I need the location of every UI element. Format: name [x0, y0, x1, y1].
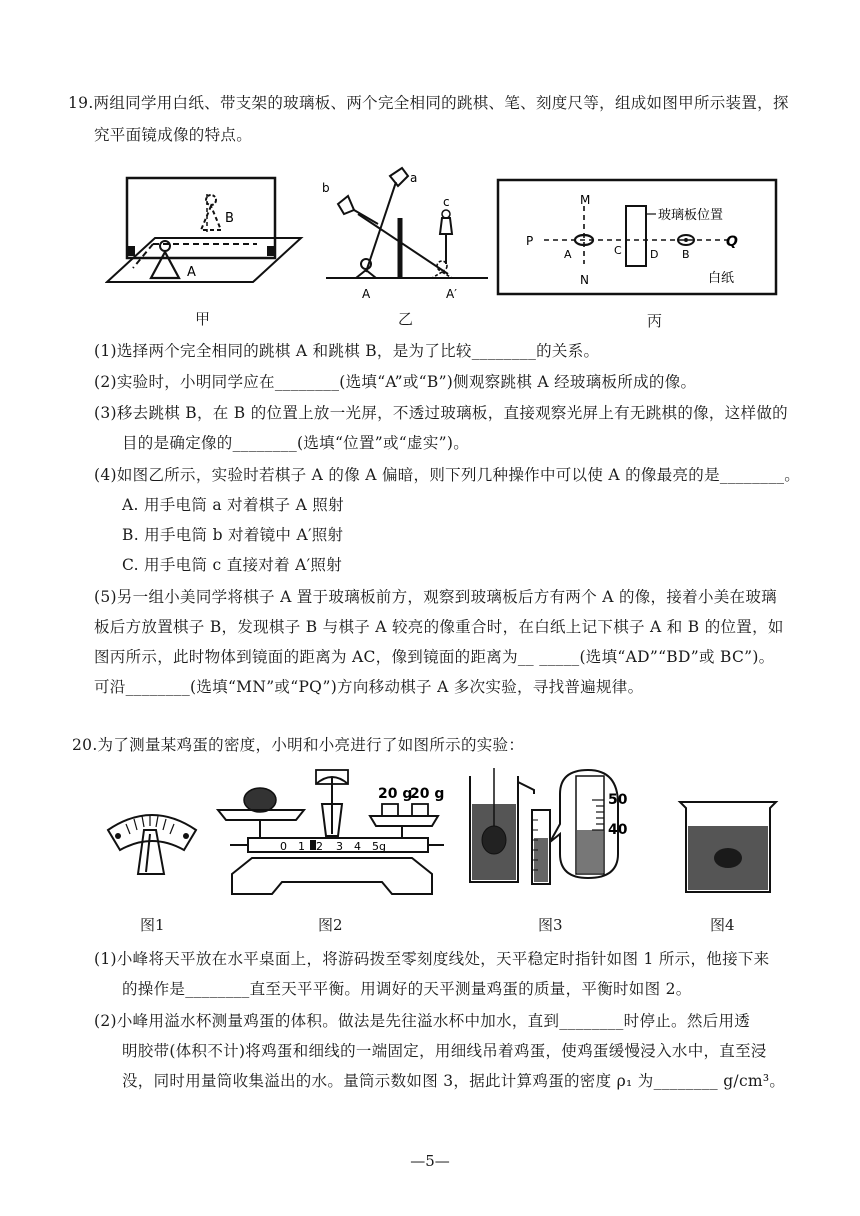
caption-fig1: 图1 [140, 916, 165, 934]
figure-2-balance [212, 764, 448, 904]
q19-p5-line3: 图丙所示，此时物体到镜面的距离为 AC，像到镜面的距离为__ _____(选填“AD”“BD”或 BC”)。 [94, 648, 775, 666]
yi-label-A-prime: A′ [446, 287, 457, 301]
jia-label-B: B [225, 211, 234, 226]
figure-bing [496, 178, 780, 300]
q20-p1-line2: 的操作是________直至天平平衡。用调好的天平测量鸡蛋的质量，平衡时如图 2。 [122, 980, 692, 998]
fig3-mark-50: 50 [608, 792, 628, 808]
bing-label-P: P [526, 234, 534, 248]
fig2-tick-5g: 5g [372, 840, 386, 853]
caption-fig4: 图4 [710, 916, 735, 934]
q20-p1-line1: (1)小峰将天平放在水平桌面上，将游码拨至零刻度线处，天平稳定时指针如图 1 所示，他接下来 [94, 950, 770, 968]
q19-p5-line2: 板后方放置棋子 B，发现棋子 B 与棋子 A 较亮的像重合时，在白纸上记下棋子 A 和 B 的位置，如 [94, 618, 784, 636]
bing-label-A: A [564, 248, 572, 261]
bing-label-N: N [580, 273, 589, 287]
fig2-tick-2: 2 [316, 840, 323, 853]
q19-p3-line2: 目的是确定像的________(选填“位置”或“虚实”)。 [122, 434, 469, 452]
q20-p2-line1: (2)小峰用溢水杯测量鸡蛋的体积。做法是先往溢水杯中加水，直到________时停止。然后用透 [94, 1012, 751, 1030]
bing-label-M: M [580, 193, 591, 207]
fig2-tick-3: 3 [336, 840, 343, 853]
yi-label-a: a [410, 171, 418, 185]
q19-p2: (2)实验时，小明同学应在________(选填“A”或“B”)侧观察跳棋 A 经玻璃板所成的像。 [94, 373, 697, 391]
fig3-mark-40: 40 [608, 822, 628, 838]
figure-3-cylinder [462, 764, 642, 894]
q20-p2-line3: 没，同时用量筒收集溢出的水。量筒示数如图 3，据此计算鸡蛋的密度 ρ₁ 为________ g/cm³。 [122, 1072, 786, 1090]
q20-p2-line2: 明胶带(体积不计)将鸡蛋和细线的一端固定，用细线吊着鸡蛋，使鸡蛋缓慢浸入水中，直至浸 [122, 1042, 767, 1060]
fig2-tick-0: 0 [280, 840, 287, 853]
q19-option-b: B. 用手电筒 b 对着镜中 A′照射 [122, 526, 344, 544]
yi-label-b: b [322, 181, 330, 195]
figure-4-beaker [676, 796, 780, 896]
fig2-weight-1: 20 g [378, 786, 413, 802]
q19-p1: (1)选择两个完全相同的跳棋 A 和跳棋 B，是为了比较________的关系。 [94, 342, 600, 360]
bing-label-D: D [650, 248, 659, 261]
q19-p5-line4: 可沿________(选填“MN”或“PQ”)方向移动棋子 A 多次实验，寻找普遍规律。 [94, 678, 644, 696]
q19-p3-line1: (3)移去跳棋 B，在 B 的位置上放一光屏，不透过玻璃板，直接观察光屏上有无跳棋的像，这样做的 [94, 404, 788, 422]
yi-label-A: A [362, 287, 371, 301]
figure-jia [105, 170, 305, 300]
fig2-tick-4: 4 [354, 840, 361, 853]
q19-option-a: A. 用手电筒 a 对着棋子 A 照射 [122, 496, 344, 514]
caption-jia: 甲 [195, 310, 211, 328]
caption-yi: 乙 [398, 310, 414, 328]
q19-intro-line2: 究平面镜成像的特点。 [94, 126, 253, 144]
q19-p5-line1: (5)另一组小美同学将棋子 A 置于玻璃板前方，观察到玻璃板后方有两个 A 的像，接着小美在玻璃 [94, 588, 777, 606]
fig2-tick-1: 1 [298, 840, 305, 853]
bing-label-C: C [614, 244, 622, 257]
figure-yi [318, 160, 493, 305]
q19-p4: (4)如图乙所示，实验时若棋子 A 的像 A 偏暗，则下列几种操作中可以使 A 的像最亮的是________。 [94, 466, 801, 484]
fig2-weight-2: 20 g [410, 786, 445, 802]
caption-fig3: 图3 [538, 916, 563, 934]
bing-glass-label: 玻璃板位置 [658, 208, 724, 223]
q20-intro: 20.为了测量某鸡蛋的密度，小明和小亮进行了如图所示的实验： [72, 736, 525, 754]
figure-1-pointer [104, 800, 200, 880]
jia-label-A: A [187, 265, 196, 280]
caption-fig2: 图2 [318, 916, 343, 934]
q19-intro-line1: 19.两组同学用白纸、带支架的玻璃板、两个完全相同的跳棋、笔、刻度尺等，组成如图甲所示装置，探 [68, 94, 789, 112]
bing-label-B: B [682, 248, 690, 261]
page-number: —5— [410, 1152, 450, 1170]
yi-label-c: c [443, 195, 450, 209]
bing-label-Q: Q [726, 234, 738, 250]
bing-paper-label: 白纸 [708, 271, 735, 286]
q19-option-c: C. 用手电筒 c 直接对着 A′照射 [122, 556, 343, 574]
caption-bing: 丙 [647, 312, 663, 330]
